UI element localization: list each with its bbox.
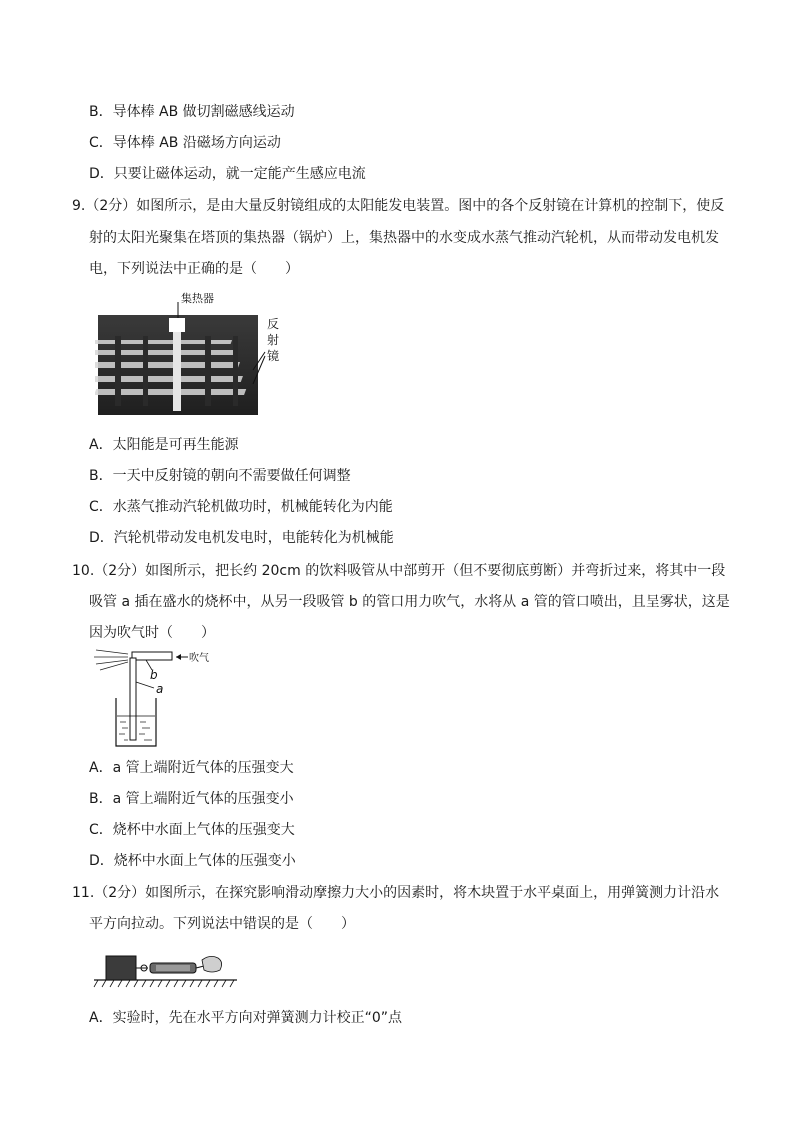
mirror-label-1: 反: [267, 317, 280, 331]
q9-option-b: B．一天中反射镜的朝向不需要做任何调整: [89, 468, 351, 484]
q11-stem-line-2: 平方向拉动。下列说法中错误的是（ ）: [89, 916, 355, 932]
q9-stem-line-2: 射的太阳光聚集在塔顶的集热器（锅炉）上，集热器中的水变成水蒸气推动汽轮机，从而带动发电机发: [89, 230, 719, 246]
q10-option-d: D．烧杯中水面上气体的压强变小: [89, 853, 296, 869]
q9-stem-line-1: 9.（2分）如图所示，是由大量反射镜组成的太阳能发电装置。图中的各个反射镜在计算机的控制下，使反: [72, 198, 725, 214]
label-a: a: [156, 682, 164, 696]
q8-option-b: B．导体棒 AB 做切割磁感线运动: [89, 104, 295, 120]
straw-a: [130, 658, 136, 740]
blow-arrowhead: [176, 654, 181, 660]
q8-option-d: D．只要让磁体运动，就一定能产生感应电流: [89, 166, 366, 182]
q9-option-c: C．水蒸气推动汽轮机做功时，机械能转化为内能: [89, 499, 393, 515]
q11-stem-line-1: 11.（2分）如图所示，在探究影响滑动摩擦力大小的因素时，将木块置于水平桌面上，用弹簧测力计沿水: [72, 885, 720, 901]
tower: [173, 326, 181, 411]
q11-option-a: A．实验时，先在水平方向对弹簧测力计校正“0”点: [89, 1010, 402, 1026]
table-hatch: [94, 980, 234, 987]
label-b: b: [150, 668, 158, 682]
q9-option-a: A．太阳能是可再生能源: [89, 437, 239, 453]
mirror-label-3: 镜: [267, 349, 280, 363]
collector-label: 集热器: [181, 292, 214, 305]
q10-option-a: A．a 管上端附近气体的压强变大: [89, 760, 294, 776]
q10-option-c: C．烧杯中水面上气体的压强变大: [89, 822, 295, 838]
q8-option-c: C．导体棒 AB 沿磁场方向运动: [89, 135, 281, 151]
straw-figure: [92, 648, 212, 750]
wood-block: [106, 956, 136, 980]
q10-stem-line-2: 吸管 a 插在盛水的烧杯中，从另一段吸管 b 的管口用力吹气，水将从 a 管的管口喷出，且呈雾状，这是: [89, 594, 730, 610]
spring-scale-window: [156, 965, 190, 971]
friction-figure: [92, 944, 242, 990]
hand: [202, 956, 222, 972]
q10-stem-line-1: 10.（2分）如图所示，把长约 20cm 的饮料吸管从中部剪开（但不要彻底剪断）并弯折过来，将其中一段: [72, 563, 726, 579]
solar-tower-figure: [95, 288, 295, 418]
q9-stem-line-3: 电，下列说法中正确的是（ ）: [89, 261, 299, 277]
straw-b: [132, 652, 172, 660]
spray-lines: [94, 650, 128, 670]
blow-label: 吹气: [189, 653, 209, 664]
collector-glow: [169, 318, 185, 332]
q10-option-b: B．a 管上端附近气体的压强变小: [89, 791, 294, 807]
q10-stem-line-3: 因为吹气时（ ）: [89, 625, 215, 641]
mirror-label-2: 射: [267, 333, 280, 347]
spring-scale-pull: [196, 966, 204, 968]
q9-option-d: D．汽轮机带动发电机发电时，电能转化为机械能: [89, 530, 394, 546]
